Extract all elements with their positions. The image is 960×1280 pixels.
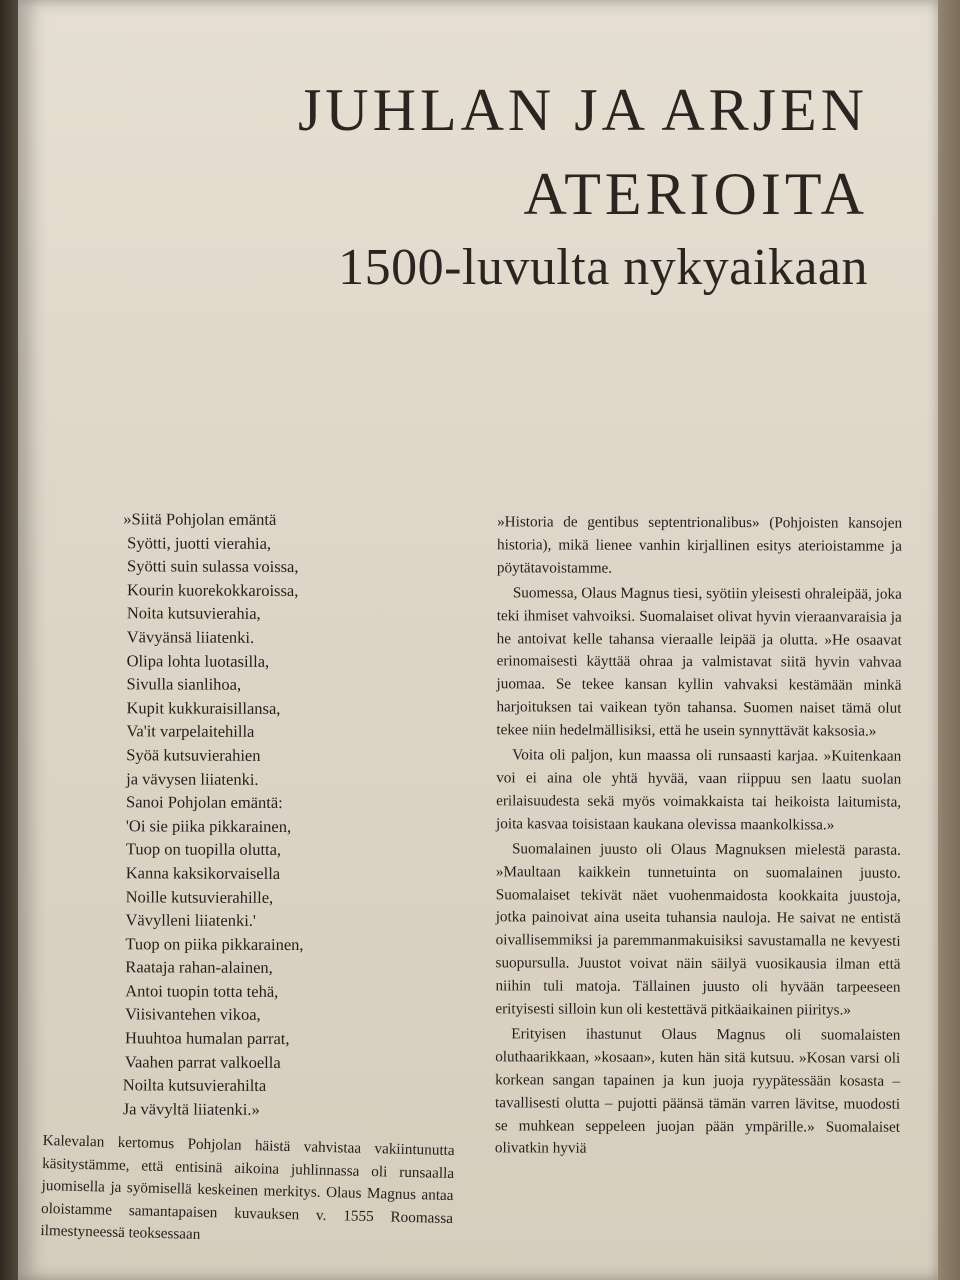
paragraph: Voita oli paljon, kun maassa oli runsaasti karjaa. »Kuitenkaan voi ei aina ole yhtä hyvää, vaan riippuu sen laatu suolan erilaisuudesta sekä myös voimakkaista tai heikoista laitumista, joita kasvaa toisistaan kaukana olevissa maankolkissa.» — [496, 746, 902, 834]
poem-line: Noille kutsuvierahille, — [125, 886, 274, 907]
book-page — [18, 0, 938, 1280]
paragraph: Suomessa, Olaus Magnus tiesi, syötiin yleisesti ohraleipää, joka teki ihmiset vahvoiksi. Suomalaiset olivat hyvin vieraanvaraisia ja he antoivat kelle tahansa vieraalle leipää ja olutta. »He osaavat erinomaisesti käyttää ohraa ja valmistavat siitä hyvin vahvaa juomaa. Se tekee kansan kyllin vahvaksi kestämään minkä harjoituksen tai vaikean työn tahansa. Suomen naiset tämä olut tekee niin hedelmällisiksi, että he usein synnyttävät kaksosia.» — [496, 584, 902, 740]
right-column — [495, 511, 902, 1164]
poem-line: Syöä kutsuvierahien — [126, 745, 261, 765]
poem-line: Kanna kaksikorvaisella — [125, 863, 281, 883]
poem-line: Olipa lohta luotasilla, — [126, 650, 270, 671]
poem-block — [121, 507, 454, 1122]
poem-line: Kourin kuorekokkaroissa, — [126, 580, 299, 600]
poem-line: Huuhtoa humalan parrat, — [124, 1028, 290, 1049]
title-line-2: ATERIOITA — [523, 161, 868, 227]
poem-line: ja vävysen liiatenki. — [126, 768, 259, 789]
poem-line: Tuop on piika pikkarainen, — [125, 933, 304, 954]
poem-line: Syötti, juotti vierahia, — [127, 532, 272, 553]
poem-line: Sanoi Pohjolan emäntä: — [126, 792, 283, 813]
paragraph: »Historia de gentibus septentrionalibus» (Pohjoisten kansojen historia), mikä lienee vanhin kirjallinen esitys aterioistamme ja pöytätavoistamme. — [496, 513, 903, 577]
paragraph: Suomalainen juusto oli Olaus Magnuksen mielestä parasta. »Maultaan kaikkein tunnetuinta on suomalainen juusto. Suomalaiset tekivät näet vuohenmaidosta kookkaita juustoja, jotka painoivat aina useita tuhansia nauloja. He saivat ne entistä oivallisemmiksi ja paremmanmakuisiksi savustamalla ne kevyesti suopursulla. Juustot voivat näin säilyä vuosikausia ilman että niihin tuli matoja. Tällainen juusto oli hyvään tarpeeseen erityisesti silloin kun oli kestettävä pitkäaikainen piiritys.» — [495, 840, 901, 1019]
poem-line: Vävylleni liiatenki.' — [125, 910, 256, 930]
poem-line: Tuop on tuopilla olutta, — [125, 839, 282, 860]
poem-line: Noilta kutsuvierahilta — [122, 1075, 267, 1096]
poem-line: 'Oi sie piika pikkarainen, — [125, 816, 292, 836]
intro-paragraph: Kalevalan kertomus Pohjolan häistä vahvistaa vakiintunutta käsitystämme, että entisinä aikoina juhlinnassa oli runsaalla juomisella ja syömisellä keskeinen merkitys. Olaus Magnus antaa oloistamme samantapaisen kuvauksen v. 1555 Roomassa ilmestyneessä teoksessaan — [40, 1131, 455, 1244]
poem-line: Va'it varpelaitehilla — [126, 721, 255, 742]
poem-line: Syötti suin sulassa voissa, — [127, 556, 299, 577]
poem-line: »Siitä Pohjolan emäntä — [123, 509, 277, 529]
poem-line: Antoi tuopin totta tehä, — [125, 981, 279, 1001]
poem-line: Sivulla sianlihoa, — [126, 674, 242, 694]
poem-line: Vaahen parrat valkoella — [124, 1051, 281, 1072]
poem-line: Noita kutsuvierahia, — [126, 603, 261, 624]
poem-line: Raataja rahan-alainen, — [125, 957, 273, 978]
poem-line: Ja vävyltä liiatenki.» — [122, 1099, 260, 1119]
poem-line: Kupit kukkuraisillansa, — [126, 698, 281, 718]
paragraph: Erityisen ihastunut Olaus Magnus oli suomalaisten oluthaarikkaan, »kosaan», kuten hän sitä kutsuu. »Kosan varsi oli korkean sangan tapainen ja kun juoja ryypätessään kosasta – tavallisesti olutta – pujotti päänsä tämän varren lävitse, muodosti se muhkean seppeleen juojan pään ympärille.» Suomalaiset olivatkin hyviä — [494, 1025, 901, 1158]
poem-line: Viisivantehen vikoa, — [125, 1004, 261, 1025]
poem-line: Vävyänsä liiatenki. — [126, 627, 255, 647]
subtitle: 1500-luvulta nykyaikaan — [338, 239, 868, 296]
title-line-1: JUHLAN JA ARJEN — [297, 77, 868, 143]
